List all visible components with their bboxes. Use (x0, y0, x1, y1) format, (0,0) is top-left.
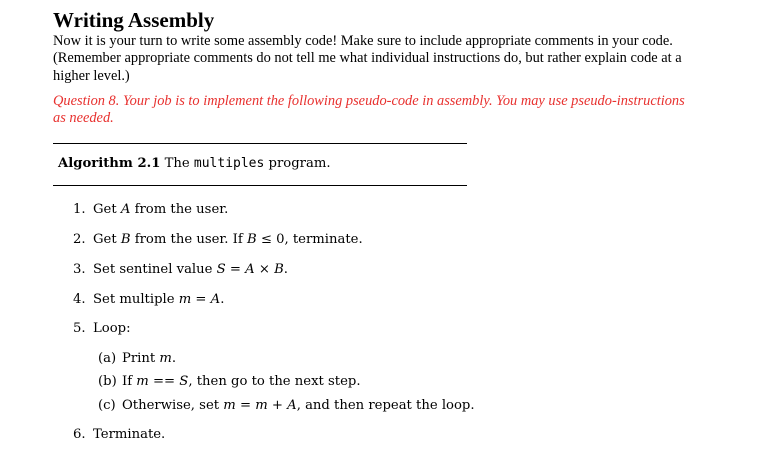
caption-pre: The (164, 156, 190, 171)
algorithm-substep-c: (c) Otherwise, set m = m + A, and then repeat the loop. (98, 398, 475, 413)
step-number: 2. (73, 232, 86, 247)
step-number: 6. (73, 427, 86, 442)
math-var: A (120, 202, 131, 217)
program-name: multiples (193, 156, 265, 171)
math-var: B (120, 232, 131, 247)
math-var: A (245, 262, 255, 277)
math-var: m (136, 374, 149, 389)
math-var: A (210, 292, 221, 307)
intro-paragraph: Now it is your turn to write some assembly code! Make sure to include appropriate comments in your code. (Remember appropriate comments do not tell me what individual instructions do, but rather explain code at a higher level.) (53, 33, 682, 84)
algorithm-step-4: 4. Set multiple m = A. (73, 292, 225, 307)
algorithm-step-1: 1. Get A from the user. (73, 202, 229, 217)
algorithm-step-6: 6. Terminate. (73, 427, 166, 442)
question-prompt: Question 8. Your job is to implement the following pseudo-code in assembly. You may use pseudo-instructions as needed. (53, 93, 685, 127)
substep-label: (a) (98, 351, 117, 366)
math-var: m (178, 292, 192, 307)
step-number: 4. (73, 292, 86, 307)
algorithm-step-3: 3. Set sentinel value S = A × B. (73, 262, 288, 277)
step-number: 5. (73, 321, 86, 336)
algorithm-step-5: 5. Loop: (73, 321, 131, 336)
substep-label: (c) (98, 398, 116, 413)
algorithm-caption (58, 155, 331, 172)
algorithm-substep-a: (a) Print m. (98, 351, 177, 366)
algorithm-mid-rule (53, 185, 467, 186)
math-var: B (274, 262, 284, 277)
section-heading: Writing Assembly (53, 8, 215, 32)
caption-post: program. (268, 156, 331, 171)
algorithm-substep-b: (b) If m == S, then go to the next step. (98, 374, 361, 389)
math-var: B (246, 232, 257, 247)
math-var: m (255, 398, 268, 413)
algorithm-label: Algorithm 2.1 (58, 156, 161, 171)
step-number: 3. (73, 262, 86, 277)
math-var: m (159, 351, 172, 366)
math-var: m (223, 398, 236, 413)
step-number: 1. (73, 202, 86, 217)
math-var: S (179, 374, 189, 389)
substep-label: (b) (98, 374, 117, 389)
math-var: S (216, 262, 226, 277)
math-var: A (287, 398, 297, 413)
algorithm-step-2: 2. Get B from the user. If B ≤ 0, terminate. (73, 232, 363, 247)
algorithm-top-rule (53, 143, 467, 144)
